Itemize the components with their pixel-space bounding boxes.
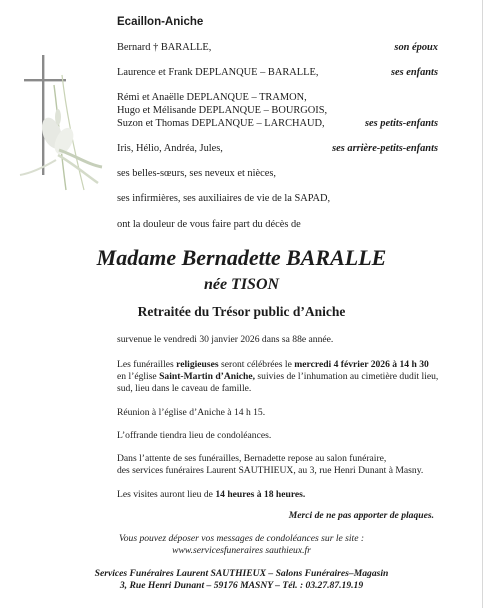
- children-relation: ses enfants: [390, 67, 438, 78]
- grandchildren-line: Rémi et Anaëlle DEPLANQUE – TRAMON,: [117, 92, 307, 103]
- funeral-datetime: mercredi 4 février 2026 à 14 h 30: [294, 359, 429, 370]
- waiting-line-1: Dans l’attente de ses funérailles, Bernadette repose au salon funéraire,: [117, 453, 387, 464]
- waiting-line-2: des services funéraires Laurent SAUTHIEUX, au 3, rue Henri Dunant à Masny.: [117, 465, 424, 476]
- maiden-name: née TISON: [203, 276, 280, 293]
- funeral-middle: seront célébrées le: [218, 359, 295, 370]
- funeral-burial: suivies de l’inhumation au cimetière dudit lieu,: [255, 371, 439, 382]
- funeral-church-prefix: en l’église: [117, 371, 160, 382]
- offering-notice: L’offrande tiendra lieu de condoléances.: [117, 430, 272, 441]
- footer-address: 3, Rue Henri Dunant – 59176 MASNY – Tél. : 03.27.87.19.19: [119, 580, 364, 591]
- funeral-prefix: Les funérailles: [117, 359, 177, 370]
- other-family: ses belles-sœurs, ses neveux et nièces,: [117, 168, 276, 179]
- condolences-text: Vous pouvez déposer vos messages de condoléances sur le site :: [118, 533, 365, 544]
- funeral-line-3: sud, lieu dans le caveau de famille.: [117, 383, 252, 394]
- caregivers: ses infirmières, ses auxiliaires de vie de la SAPAD,: [117, 193, 331, 204]
- grandchildren-line: Suzon et Thomas DEPLANQUE – LARCHAUD,: [117, 118, 325, 129]
- grandchildren-line: Hugo et Mélisande DEPLANQUE – BOURGOIS,: [117, 105, 328, 116]
- funeral-line-1: [117, 359, 429, 371]
- condolences-url: www.servicesfuneraires sauthieux.fr: [172, 545, 311, 556]
- deceased-name: Madame Bernadette BARALLE: [96, 245, 387, 270]
- spouse-relation: son époux: [394, 42, 438, 53]
- announcement: ont la douleur de vous faire part du décès de: [117, 219, 301, 230]
- no-plaques-notice: Merci de ne pas apporter de plaques.: [288, 510, 434, 521]
- grandchildren-relation: ses petits-enfants: [364, 118, 438, 129]
- visits-prefix: Les visites auront lieu de: [117, 489, 216, 500]
- deceased-title: Retraitée du Trésor public d’Aniche: [137, 304, 346, 319]
- reunion-notice: Réunion à l’église d’Aniche à 14 h 15.: [117, 407, 266, 418]
- great-grandchildren-relation: ses arrière-petits-enfants: [332, 143, 438, 154]
- spouse-name: Bernard † BARALLE,: [117, 42, 212, 53]
- place-name: Ecaillon-Aniche: [117, 16, 204, 28]
- footer-company: Services Funéraires Laurent SAUTHIEUX – Salons Funéraires–Magasin: [94, 568, 389, 579]
- funeral-church: Saint-Martin d’Aniche,: [159, 371, 256, 382]
- cross-and-lilies-icon: [14, 55, 104, 195]
- visits-notice: [117, 489, 305, 501]
- children-names: Laurence et Frank DEPLANQUE – BARALLE,: [117, 67, 319, 78]
- death-notice: survenue le vendredi 30 janvier 2026 dans sa 88e année.: [117, 334, 334, 345]
- great-grandchildren-names: Iris, Hélio, Andréa, Jules,: [117, 143, 223, 154]
- visits-hours: 14 heures à 18 heures.: [215, 489, 306, 500]
- funeral-line-2: [117, 371, 438, 383]
- funeral-religious: religieuses: [176, 359, 219, 370]
